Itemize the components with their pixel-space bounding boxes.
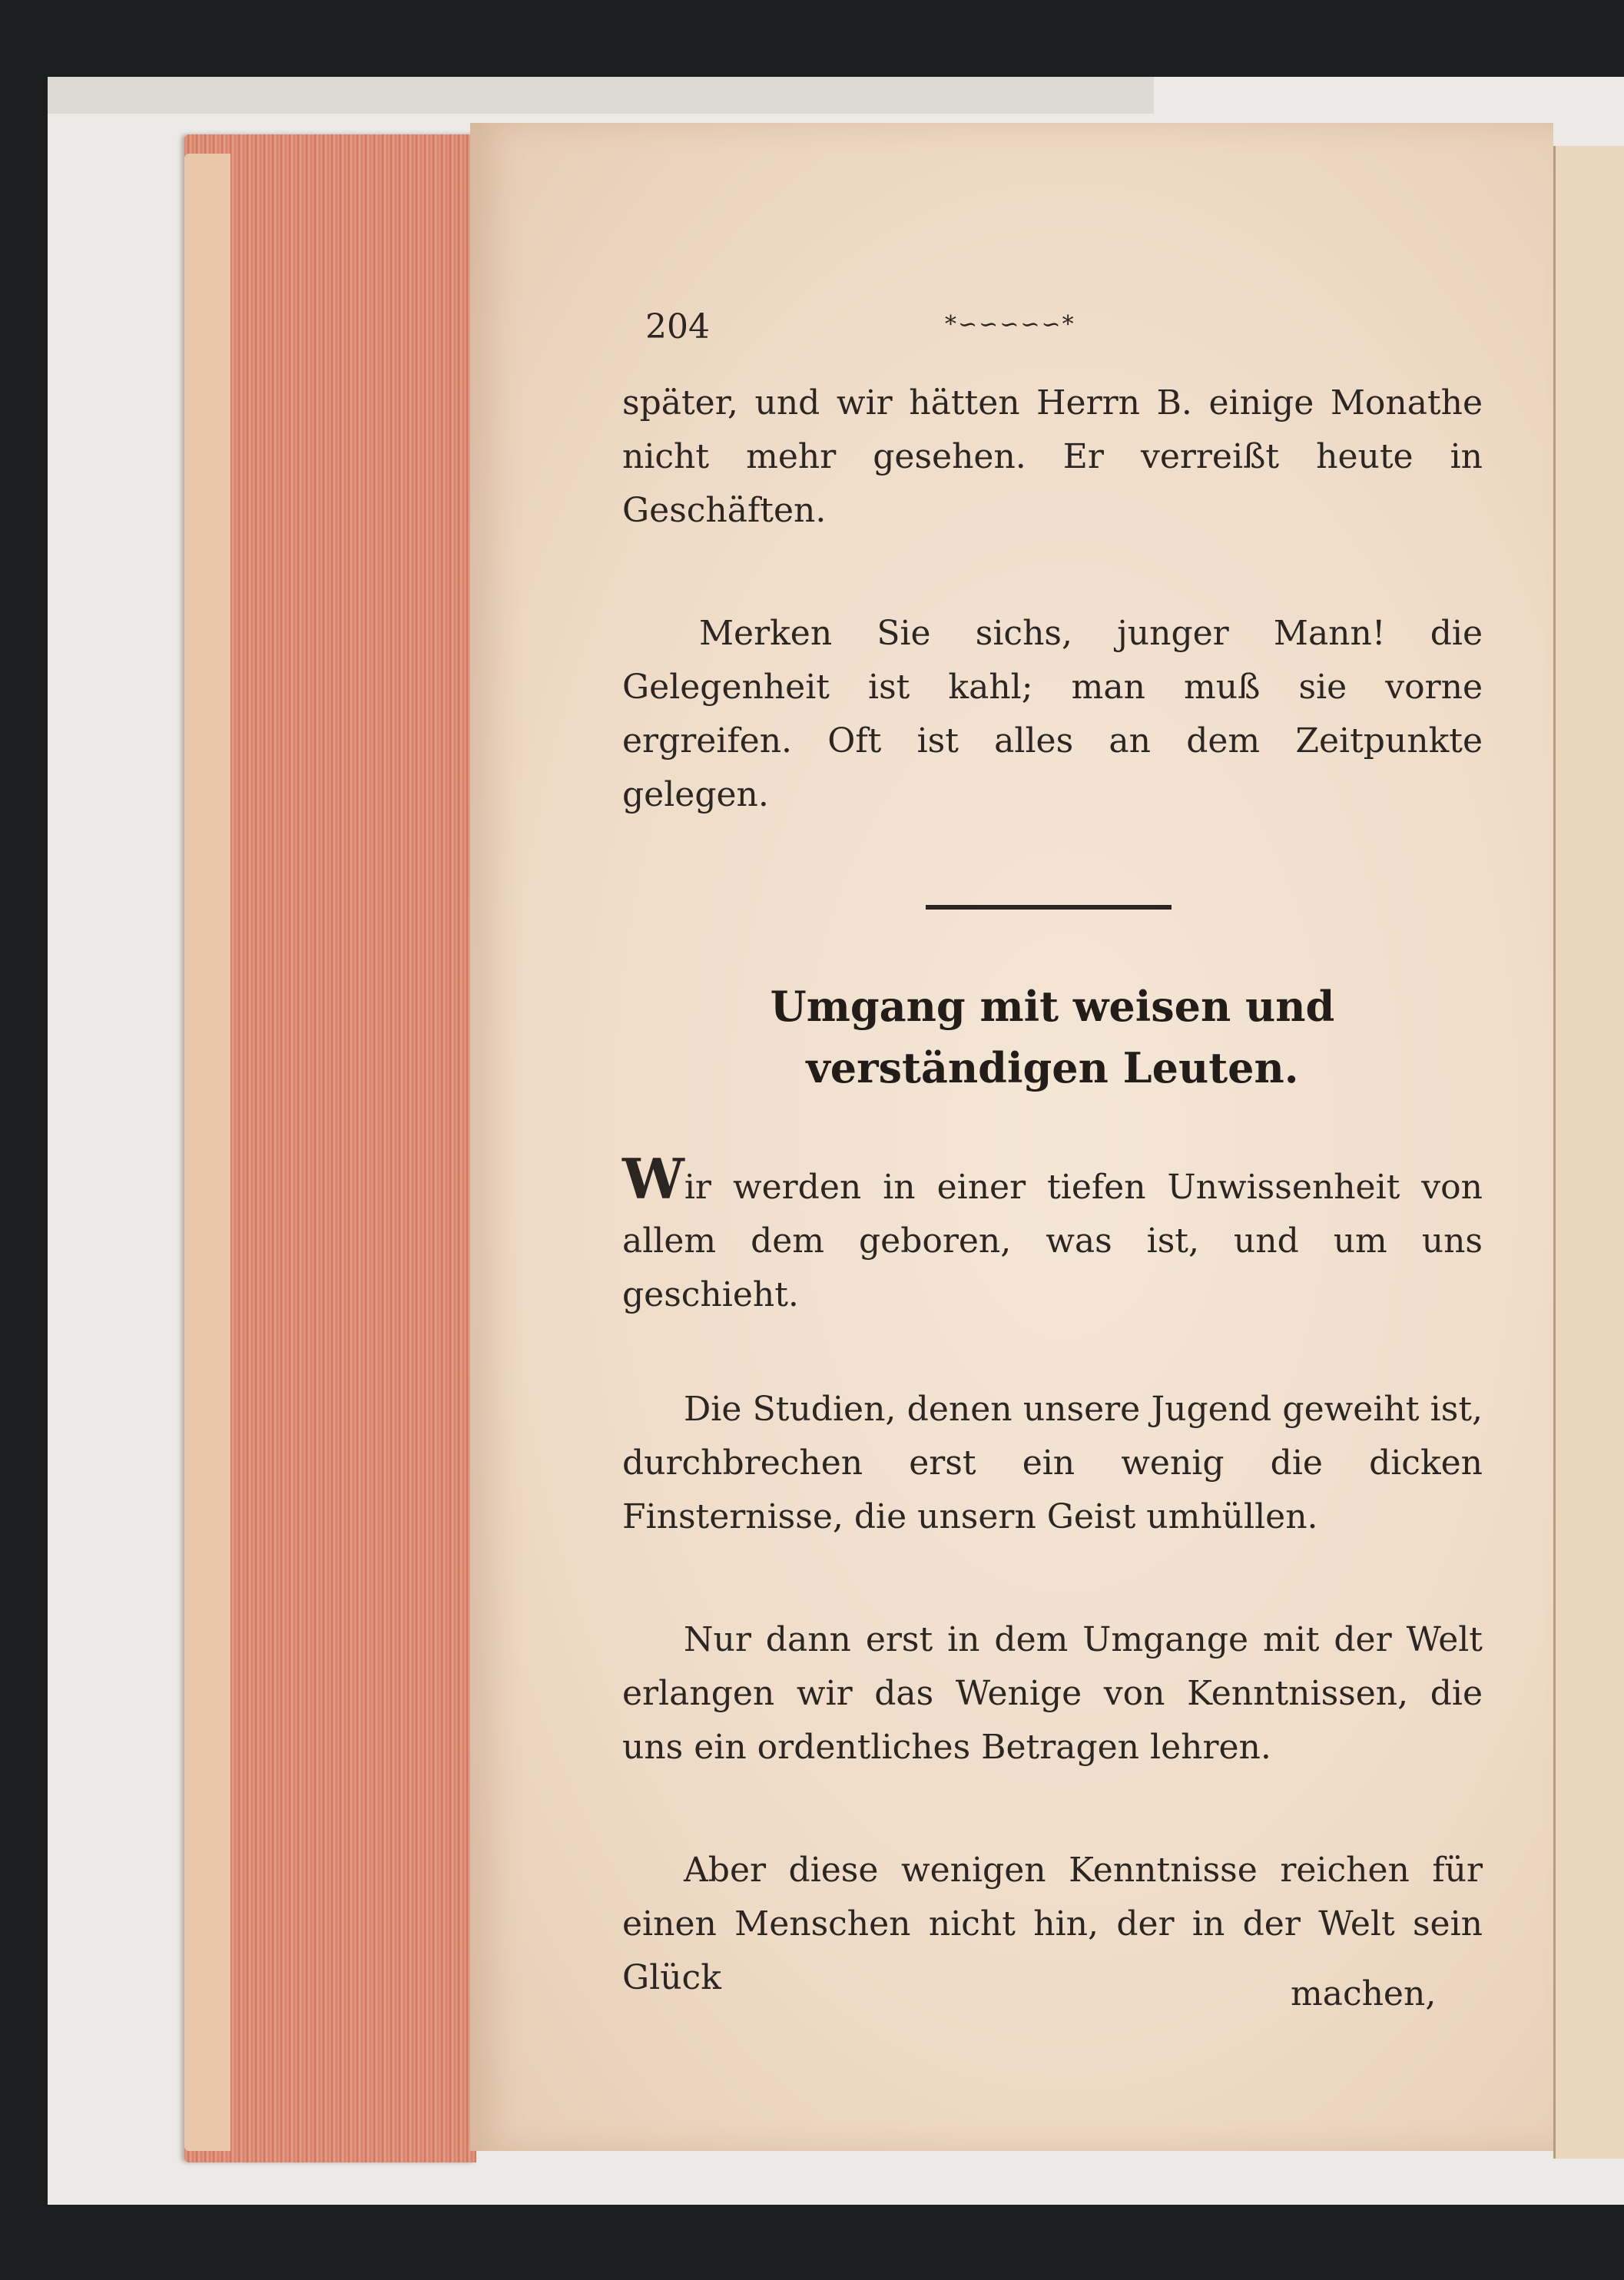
page-number: 204 (645, 307, 710, 346)
adjacent-page-edge (1553, 146, 1624, 2159)
paragraph-2: Merken Sie sichs, junger Mann! die Gelegenheit ist kahl; man muß sie vorne ergreifen. Oft ist alles an dem Zeitpunkte gelegen. (622, 614, 1483, 814)
book-cover-edge (184, 154, 230, 2151)
paragraph-3 (622, 1146, 1483, 1322)
paragraph-1: später, und wir hätten Herrn B. einige Monathe nicht mehr gesehen. Er verreißt heute in Geschäften. (622, 383, 1483, 530)
section-heading: Umgang mit weisen und verständigen Leuten. (770, 982, 1335, 1092)
paragraph-4: Die Studien, denen unsere Jugend geweiht ist, durchbrechen erst ein wenig die dicken Finsternisse, die unsern Geist umhüllen. (622, 1390, 1483, 1536)
section-divider (926, 905, 1172, 910)
header-ornament: *∽∽∽∽∽* (945, 311, 1075, 338)
paragraph-3-text: ir werden in einer tiefen Unwissenheit von allem dem geboren, was ist, und um uns geschieht. (622, 1168, 1483, 1314)
drop-initial: W (622, 1146, 684, 1211)
paragraph-6: Aber diese wenigen Kenntnisse reichen für einen Menschen nicht hin, der in der Welt sein Glück (622, 1851, 1483, 1997)
paragraph-5: Nur dann erst in dem Umgange mit der Welt erlangen wir das Wenige von Kenntnissen, die uns ein ordentliches Betragen lehren. (622, 1620, 1483, 1767)
catchword: machen, (1291, 1974, 1437, 2013)
paper-sheet-fold (48, 77, 1154, 114)
